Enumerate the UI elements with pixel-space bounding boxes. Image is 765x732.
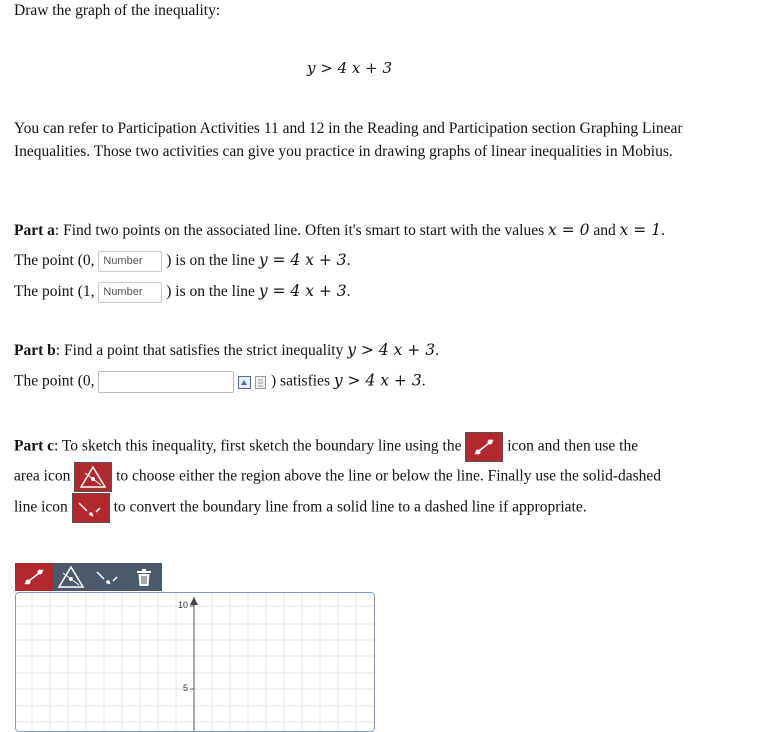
part-b-point: The point (0, ) satisfies y > 4 x + 3. [14,371,426,393]
inequality-display: y > 4 x + 3 [307,59,392,77]
point-y-text-input[interactable] [98,371,234,393]
part-a-point1: The point (0, Number ) is on the line y = 4 x + 3. [14,251,351,272]
trash-icon [126,563,162,591]
part-a-point2: The point (1, Number ) is on the line y = 4 x + 3. [14,282,351,303]
line-tool-button[interactable] [15,563,53,591]
y-tick-label-5: 5 [183,683,189,693]
area-tool-icon [53,563,89,591]
line-tool-inline-icon [465,432,503,462]
part-b-instruction: Part b: Find a point that satisfies the strict inequality y > 4 x + 3. [14,341,439,359]
equation-editor-icon[interactable] [255,376,267,389]
line-tool-icon [15,563,53,591]
preview-icon[interactable] [238,376,251,389]
trash-button[interactable] [126,563,162,591]
solid-dashed-tool-button[interactable] [89,563,126,591]
solid-dashed-tool-icon [89,563,126,591]
intro-paragraph: You can refer to Participation Activities 11 and 12 in the Reading and Participation section Graphing Linear Inequalities. Those two activities can give you practice in drawing graphs of linear inequalities in Mobius. [14,120,683,160]
part-c-label: Part c [14,437,55,455]
point1-y-input[interactable]: Number [98,251,162,272]
part-a-label: Part a [14,222,55,239]
y-tick-label-10: 10 [178,600,189,610]
question-title: Draw the graph of the inequality: [14,2,221,19]
graph-canvas[interactable] [15,592,375,732]
part-b-label: Part b [14,342,56,359]
y-axis-arrow [190,597,198,605]
solid-dashed-tool-inline-icon [72,493,110,523]
point2-y-input[interactable]: Number [98,282,162,303]
part-c-line3: line icon to convert the boundary line from a solid line to a dashed line if appropriate. [14,493,587,523]
graph-grid [16,593,375,732]
area-tool-inline-icon [74,462,112,492]
part-c-line2: area icon to choose either the region above the line or below the line. Finally use the solid-dashed [14,462,661,492]
part-a-instruction: Part a: Find two points on the associated line. Often it's smart to start with the values x = 0 and x = 1. [14,221,665,239]
area-tool-button[interactable] [53,563,89,591]
part-c-line1: Part c: To sketch this inequality, first sketch the boundary line using the icon and then use the [14,432,638,462]
